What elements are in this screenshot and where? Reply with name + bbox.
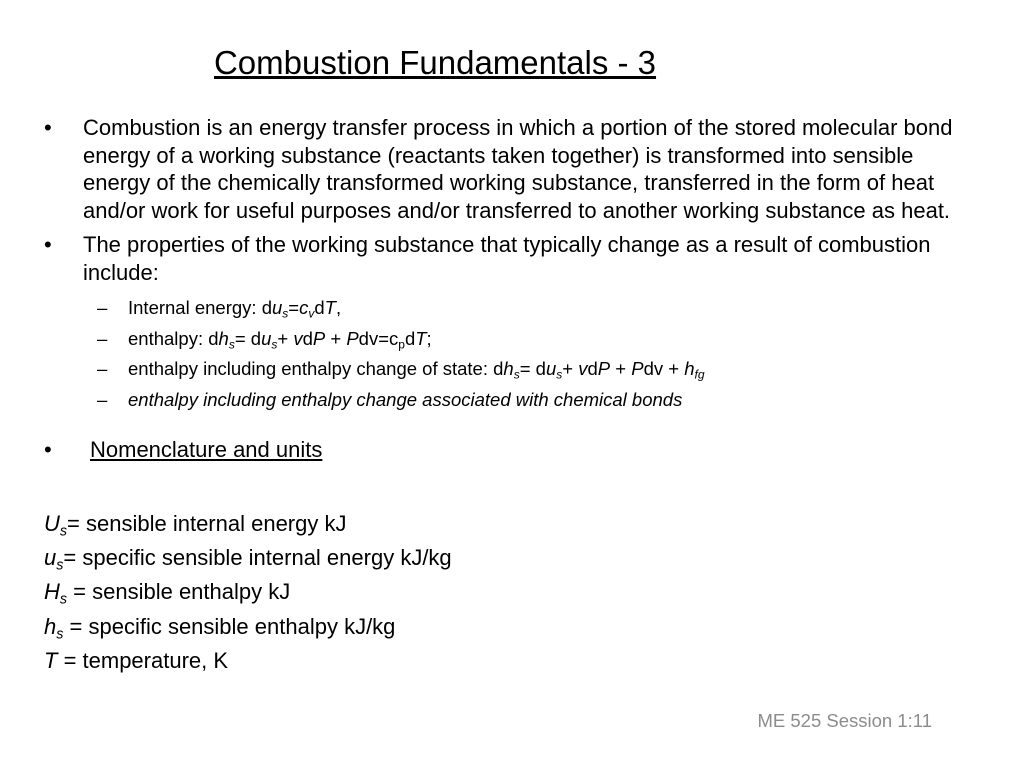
dash-icon: – [97, 327, 108, 349]
nomenclature-item: $h_s$ = specific sensible enthalpy kJ/kg [44, 613, 396, 642]
dash-icon: – [97, 358, 108, 379]
sub-bullet-text: enthalpy including enthalpy change of state: $dh_s= du_s+$ vdP + Pdv + $h_{fg}$ [128, 358, 705, 382]
sub-bullet-text: enthalpy: $dh_s= du_s+$ vdP + $Pdv=c_pdT$; [128, 327, 432, 352]
bullet-text: Combustion is an energy transfer process in which a portion of the stored molecular bond energy of a working substance (reactants taken together) is transformed into sensible energy of the chemically transformed working substance, transferred in the form of heat and/or work for useful purposes and/or transferred to another working substance as heat. [83, 115, 953, 223]
bullet-item [44, 114, 974, 224]
sub-bullet-item [44, 293, 974, 324]
bullet-icon: • [44, 232, 52, 257]
sub-bullet-text: enthalpy including enthalpy change associated with chemical bonds [128, 388, 683, 410]
sub-bullet-item [44, 385, 974, 416]
bullet-icon: • [44, 437, 52, 462]
nomenclature-item: $U_s=$ sensible internal energy kJ [44, 511, 347, 540]
slide-footer: ME 525 Session 1:11 [757, 710, 932, 731]
sub-bullet-item [44, 324, 974, 355]
bullet-icon: • [44, 115, 52, 140]
bullet-list [44, 114, 974, 465]
nomenclature-list [44, 507, 452, 678]
nomenclature-item: $H_s$ = sensible enthalpy kJ [44, 579, 291, 608]
dash-icon: – [97, 297, 108, 318]
sub-bullet-item [44, 354, 974, 385]
nomenclature-heading-text: Nomenclature and units [90, 437, 323, 462]
nomenclature-heading [44, 435, 974, 465]
sub-bullet-text: Internal energy: $du_s=c_vdT$, [128, 297, 342, 321]
bullet-text: The properties of the working substance that typically change as a result of combustion include: [83, 232, 931, 285]
nomenclature-item: $u_s=$ specific sensible internal energy kJ/kg [44, 545, 452, 574]
nomenclature-item: T = temperature, K [44, 647, 229, 673]
dash-icon: – [97, 388, 108, 410]
slide-title: Combustion Fundamentals - 3 [213, 44, 657, 81]
bullet-item [44, 231, 974, 286]
